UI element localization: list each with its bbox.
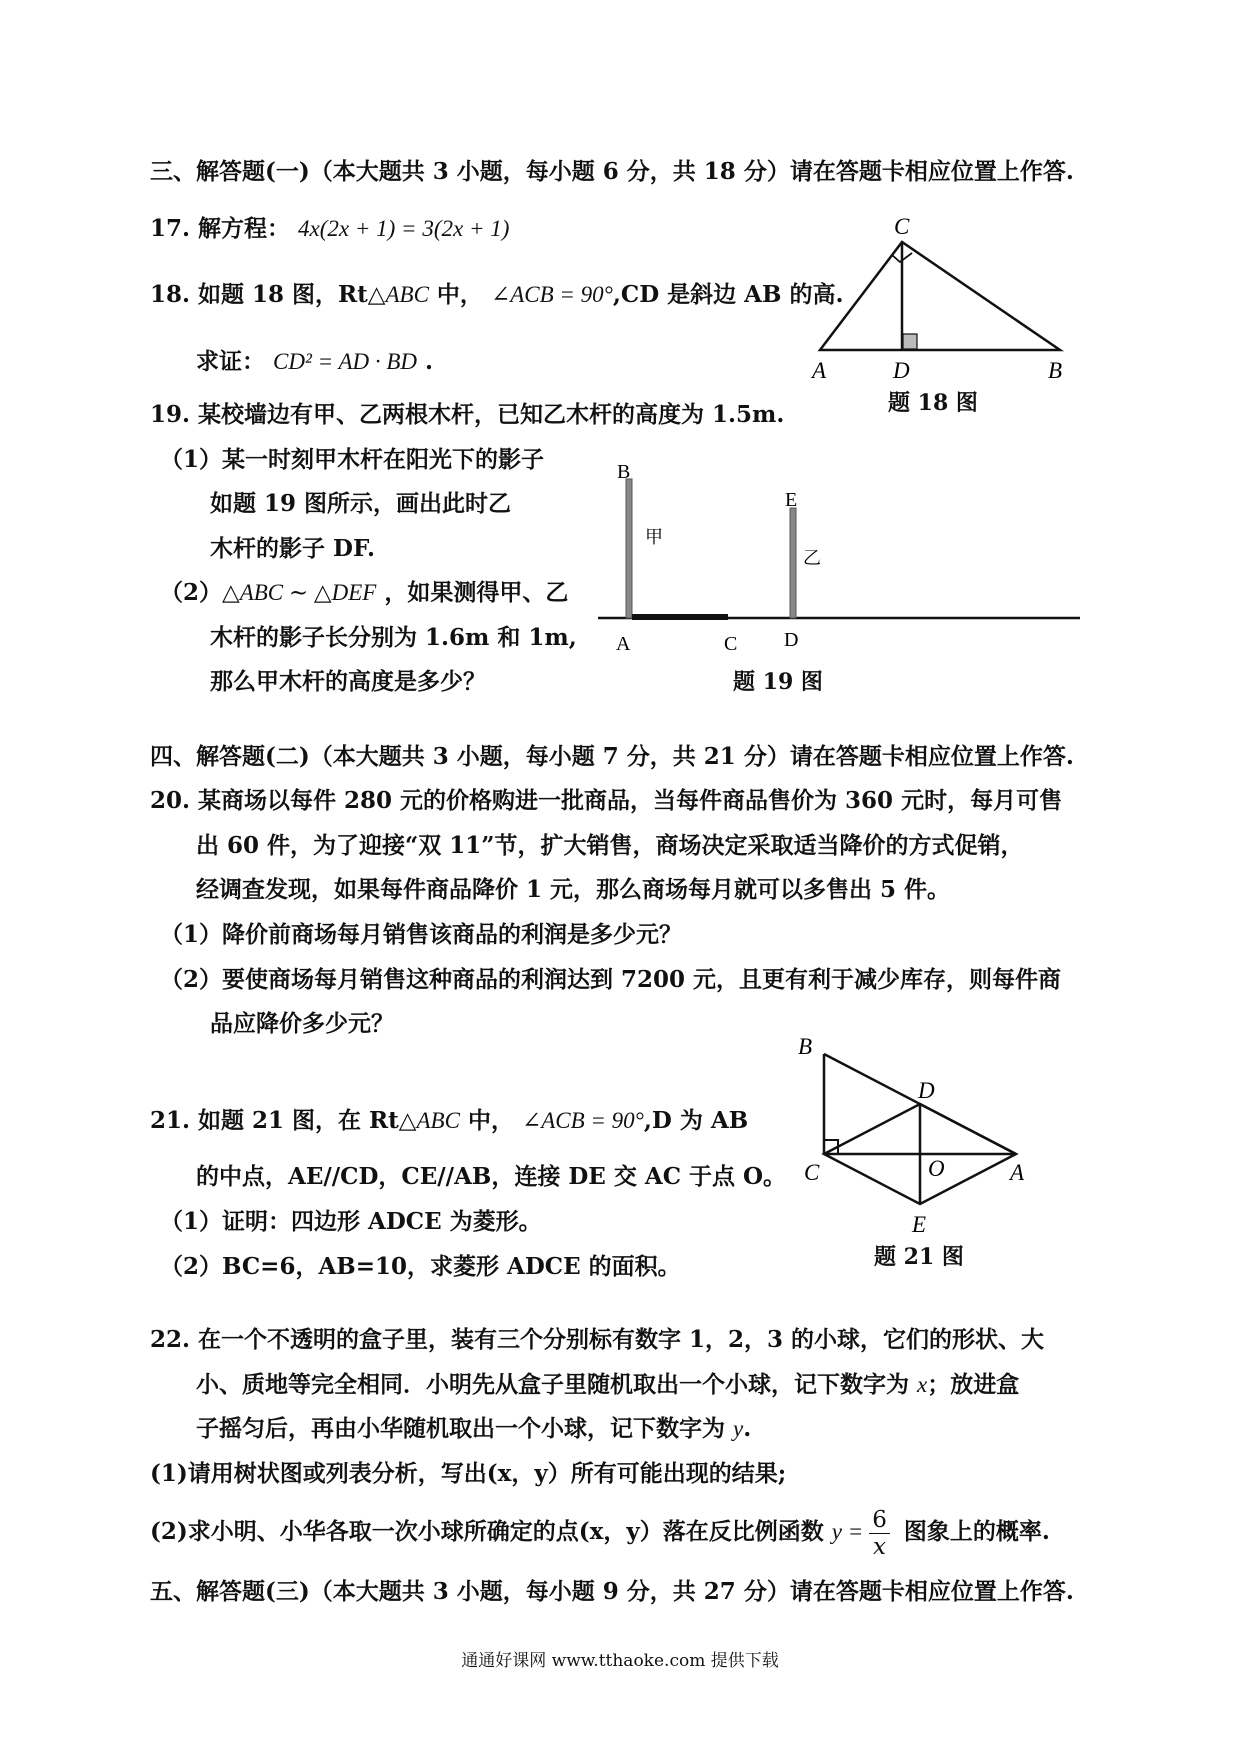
q21-angle: ∠ACB = 90° <box>521 1108 644 1133</box>
question-18 <box>150 280 843 310</box>
fig18-label-c: C <box>894 214 910 239</box>
q22-fraction-denominator: x <box>873 1533 887 1560</box>
q22-line3-a: 子摇匀后，再由小华随机取出一个小球，记下数字为 <box>196 1415 734 1442</box>
figure-18 <box>810 210 1070 390</box>
q18-text-b: 中， <box>428 281 491 308</box>
q22-part1: (1)请用树状图或列表分析，写出(x，y）所有可能出现的结果; <box>150 1460 787 1487</box>
fig21-label-c: C <box>804 1160 820 1185</box>
q22-line2-a: 小、质地等完全相同．小明先从盒子里随机取出一个小球，记下数字为 <box>196 1371 918 1398</box>
q19-part1-line3: 木杆的影子 DF. <box>210 535 375 562</box>
fig19-pole-jia <box>626 479 632 618</box>
q22-line3-b: . <box>743 1415 752 1442</box>
q22-var-y: y <box>733 1416 744 1441</box>
figure-21 <box>790 1030 1050 1240</box>
fig18-right-angle-d <box>903 334 917 349</box>
q18-angle: ∠ACB = 90° <box>490 282 613 307</box>
q18-proof-end: . <box>417 348 434 375</box>
q20-part2-line1: （2）要使商场每月销售这种商品的利润达到 7200 元，且更有利于减少库存，则每件商 <box>160 966 1062 993</box>
q22-fraction <box>869 1507 890 1560</box>
question-21-line1 <box>150 1106 748 1136</box>
fig18-label-a: A <box>812 358 827 383</box>
question-22-line2 <box>196 1370 1019 1400</box>
fig18-label-d: D <box>893 358 910 383</box>
page-footer: 通通好课网 www.tthaoke.com 提供下载 <box>461 1651 779 1671</box>
question-22-line1: 22. 在一个不透明的盒子里，装有三个分别标有数字 1，2，3 的小球，它们的形状、大 <box>150 1326 1045 1353</box>
question-21-line2: 的中点，AE//CD，CE//AB，连接 DE 交 AC 于点 O。 <box>196 1163 787 1190</box>
q22-var-x: x <box>917 1372 928 1397</box>
q19-part2-text: ，如果测得甲、乙 <box>376 579 569 606</box>
q22-func-y: y = <box>831 1519 864 1544</box>
question-17 <box>150 214 509 244</box>
fig19-label-jia: 甲 <box>645 527 663 547</box>
fig18-caption: 题 18 图 <box>888 390 978 416</box>
q21-triangle: △ABC <box>398 1108 460 1133</box>
question-20-line1: 20. 某商场以每件 280 元的价格购进一批商品，当每件商品售价为 360 元时，每月可售 <box>150 787 1063 814</box>
q22-line2-b: ；放进盒 <box>927 1371 1020 1398</box>
question-19-stem: 19. 某校墙边有甲、乙两根木杆，已知乙木杆的高度为 1.5m. <box>150 401 785 428</box>
section-3-heading: 三、解答题(一)（本大题共 3 小题，每小题 6 分，共 18 分）请在答题卡相应位置上作答. <box>150 158 1074 185</box>
section-4-heading: 四、解答题(二)（本大题共 3 小题，每小题 7 分，共 21 分）请在答题卡相应位置上作答. <box>150 743 1074 770</box>
fig19-label-b: B <box>617 461 631 483</box>
q19-part1-line1: （1）某一时刻甲木杆在阳光下的影子 <box>160 446 545 473</box>
fig21-label-a: A <box>1010 1160 1025 1185</box>
q21-part1: （1）证明：四边形 ADCE 为菱形。 <box>160 1208 542 1235</box>
q22-part2 <box>150 1504 1050 1560</box>
q21-part2: （2）BC=6，AB=10，求菱形 ADCE 的面积。 <box>160 1253 681 1280</box>
fig19-caption: 题 19 图 <box>733 669 823 695</box>
fig21-label-d: D <box>918 1078 935 1103</box>
q19-part2-num: （2） <box>160 579 223 606</box>
question-22-line3 <box>196 1414 751 1444</box>
fig19-pole-yi <box>790 508 796 618</box>
q18-text-c: ,CD 是斜边 AB 的高. <box>612 281 844 308</box>
question-20-line3: 经调查发现，如果每件商品降价 1 元，那么商场每月就可以多售出 5 件。 <box>196 876 951 903</box>
q18-proof-expr: CD² = AD · BD <box>273 349 418 374</box>
q21-text-b: 中， <box>459 1107 522 1134</box>
fig19-label-a: A <box>616 633 631 655</box>
figure-19 <box>590 460 1090 655</box>
question-20-line2: 出 60 件，为了迎接“双 11”节，扩大销售，商场决定采取适当降价的方式促销， <box>196 832 1024 859</box>
q22-fraction-numerator: 6 <box>869 1507 890 1534</box>
fig19-label-d: D <box>784 629 799 651</box>
fig18-triangle <box>820 242 1060 350</box>
fig19-label-e: E <box>785 489 798 511</box>
q18-proof <box>196 347 433 377</box>
q22-part2-b: 图象上的概率. <box>895 1518 1050 1545</box>
fig21-caption: 题 21 图 <box>874 1244 964 1270</box>
q19-part2-line1 <box>160 578 568 608</box>
q18-text-a: 18. 如题 18 图，Rt <box>150 281 368 308</box>
q19-part1-line2: 如题 19 图所示，画出此时乙 <box>210 490 512 517</box>
fig19-label-yi: 乙 <box>803 548 821 568</box>
fig21-label-e: E <box>912 1212 927 1237</box>
q19-part2-line3: 那么甲木杆的高度是多少？ <box>210 668 486 695</box>
q21-text-a: 21. 如题 21 图，在 Rt <box>150 1107 399 1134</box>
q17-prefix: 17. 解方程： <box>150 215 291 242</box>
q18-triangle: △ABC <box>367 282 429 307</box>
fig18-label-b: B <box>1048 358 1063 383</box>
fig19-label-c: C <box>724 633 738 655</box>
q20-part2-line2: 品应降价多少元？ <box>210 1010 394 1037</box>
q22-part2-a: (2)求小明、小华各取一次小球所确定的点(x，y）落在反比例函数 <box>150 1518 832 1545</box>
q19-similar-expr: △ABC ∼ △DEF <box>222 580 377 605</box>
fig21-label-o: O <box>928 1156 945 1181</box>
section-5-heading: 五、解答题(三)（本大题共 3 小题，每小题 9 分，共 27 分）请在答题卡相应位置上作答. <box>150 1578 1074 1605</box>
q21-text-c: ,D 为 AB <box>643 1107 749 1134</box>
q17-equation: 4x(2x + 1) = 3(2x + 1) <box>298 216 510 241</box>
q20-part1: （1）降价前商场每月销售该商品的利润是多少元？ <box>160 921 683 948</box>
q18-proof-label: 求证： <box>196 348 274 375</box>
fig21-label-b: B <box>798 1034 813 1059</box>
q19-part2-line2: 木杆的影子长分别为 1.6m 和 1m, <box>210 624 577 651</box>
